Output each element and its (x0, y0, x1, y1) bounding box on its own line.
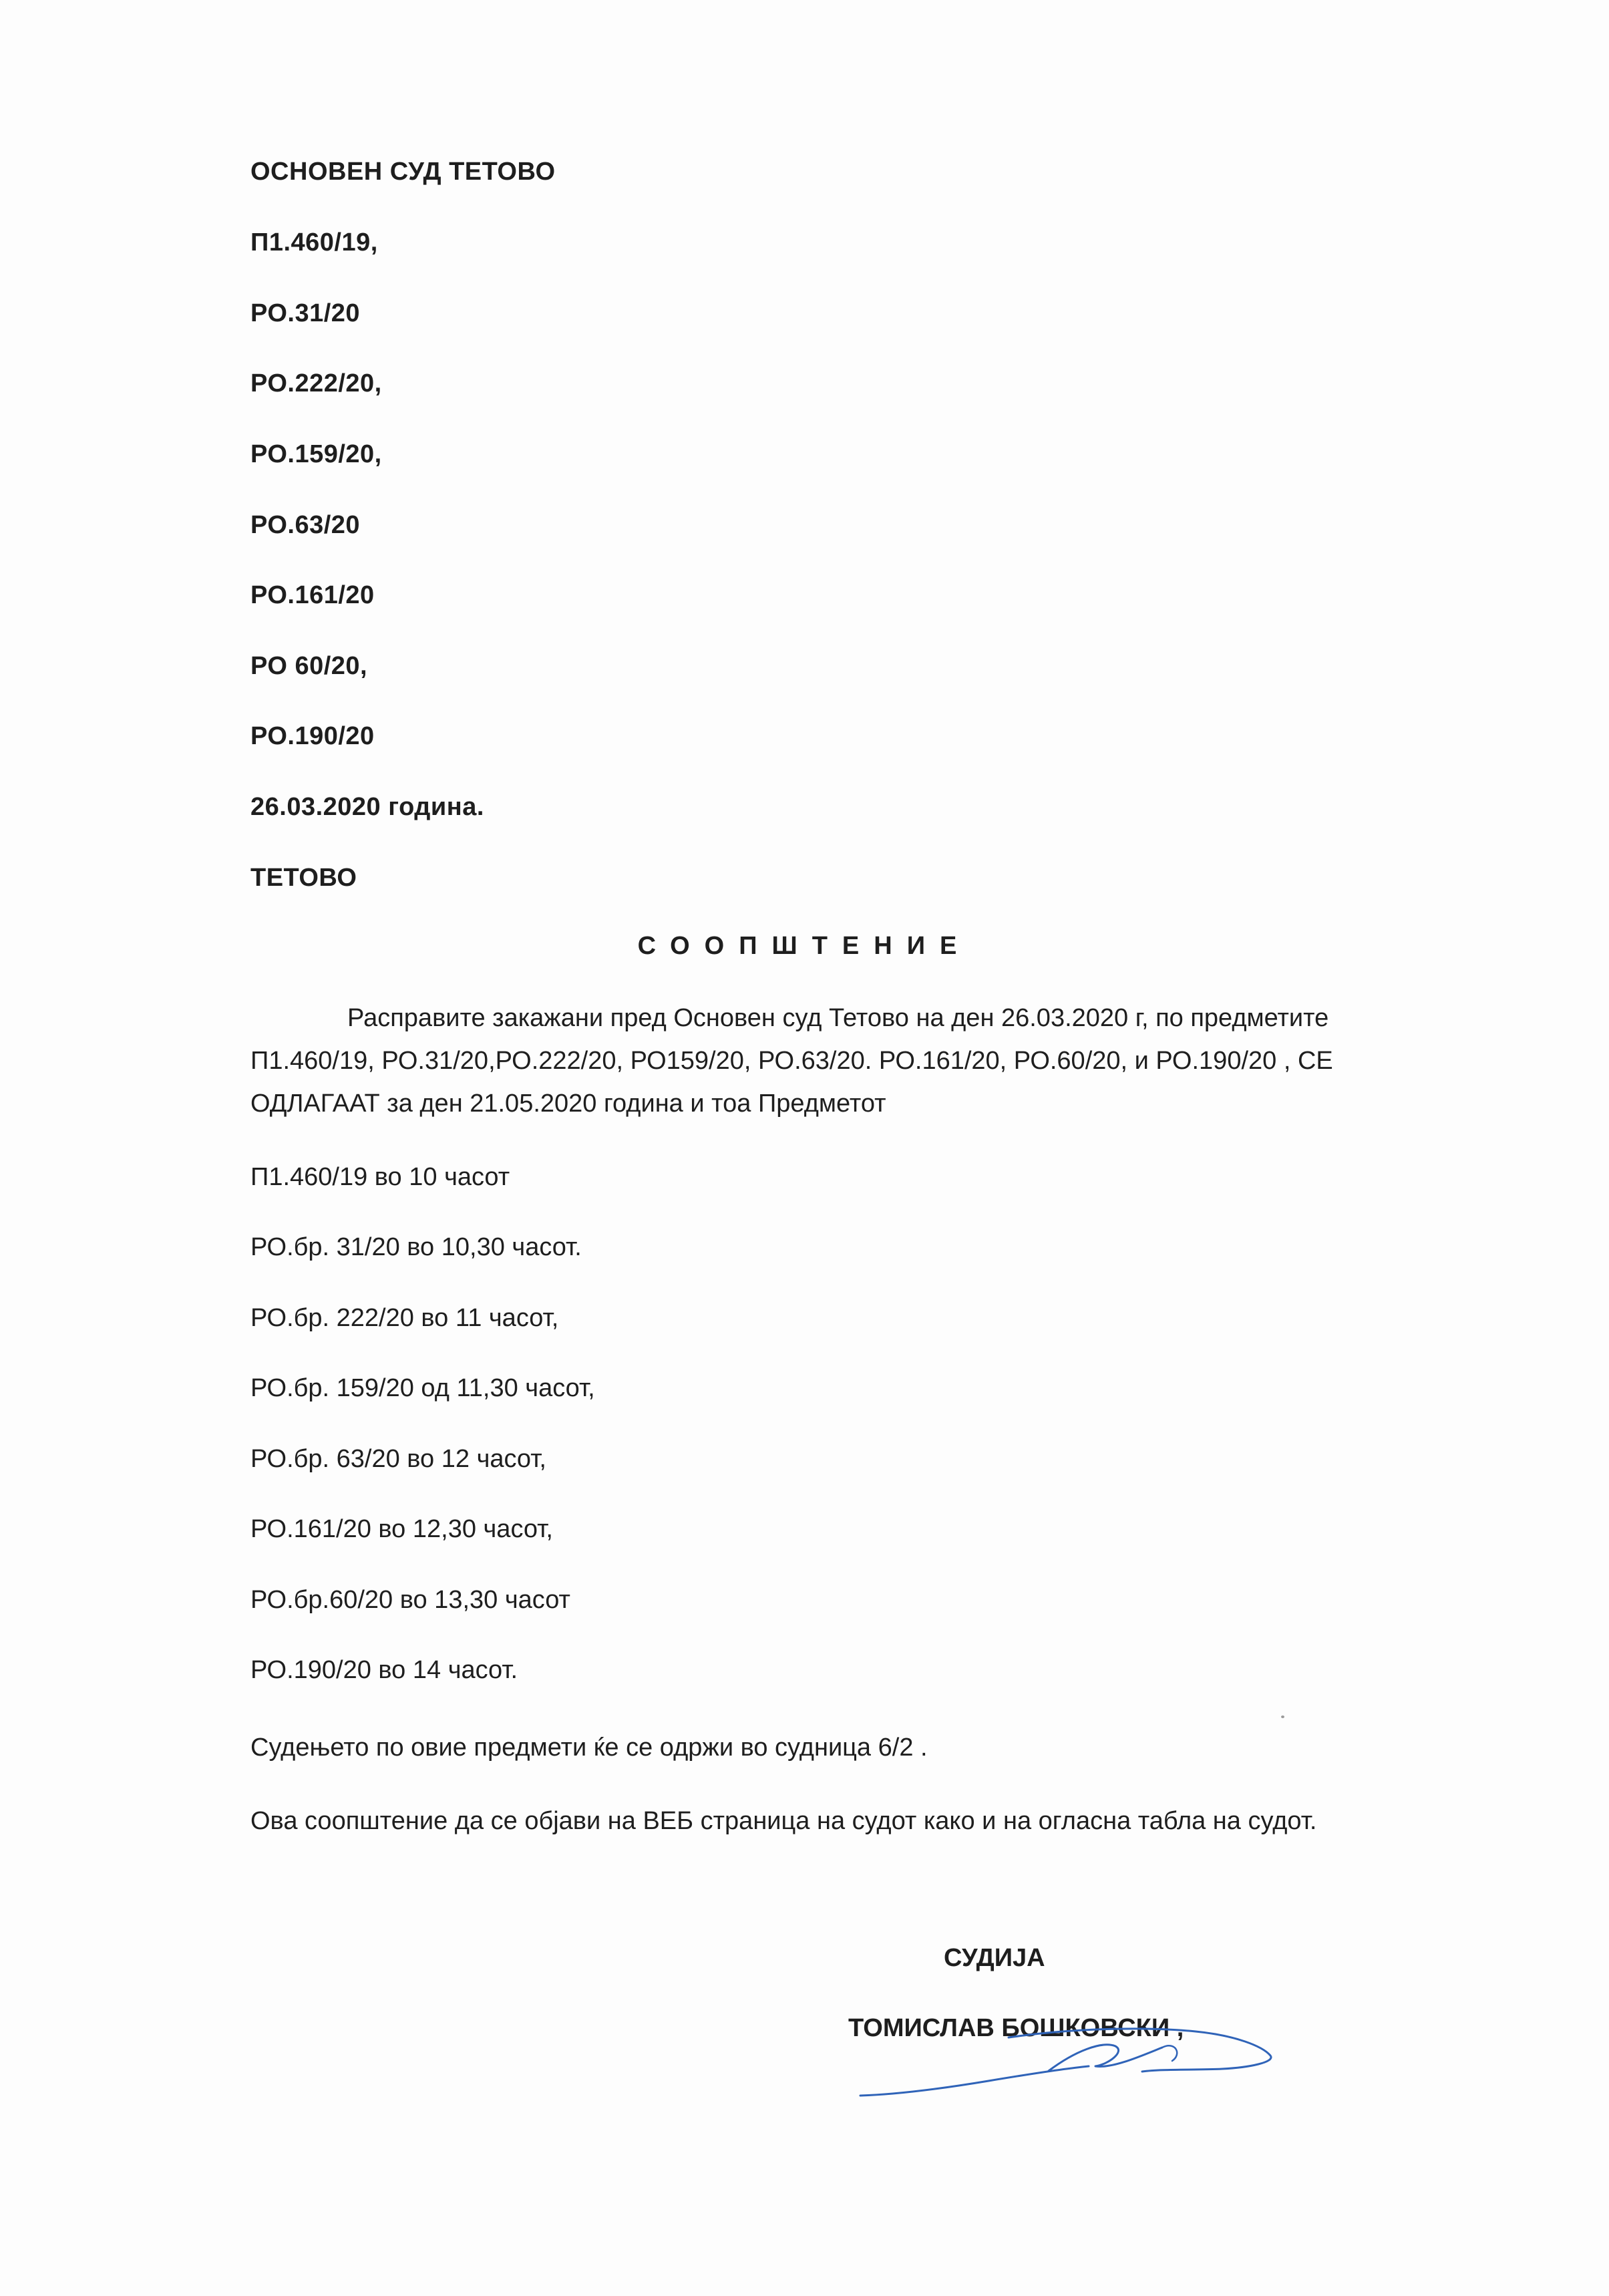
case-number: РО.159/20, (250, 440, 382, 468)
signature-strokes (860, 2029, 1271, 2096)
schedule-line: РО.бр. 159/20 од 11,30 часот, (250, 1374, 595, 1402)
judge-name: ТОМИСЛАВ БОШКОВСКИ , (848, 2014, 1184, 2042)
case-number: РО.222/20, (250, 369, 382, 397)
case-number: РО.31/20 (250, 299, 361, 327)
handwritten-signature (848, 1994, 1289, 2114)
scan-speck (1281, 1715, 1284, 1718)
case-number: РО.161/20 (250, 581, 375, 609)
schedule-line: РО.бр. 63/20 во 12 часот, (250, 1445, 546, 1473)
notice-title: СООПШТЕНИЕ (637, 932, 972, 960)
courtroom-note: Судењето по овие предмети ќе се одржи во судница 6/2 . (250, 1734, 928, 1762)
schedule-line: РО.бр. 222/20 во 11 часот, (250, 1304, 559, 1332)
schedule-line: РО.190/20 во 14 часот. (250, 1656, 518, 1684)
document-city: ТЕТОВО (250, 864, 357, 892)
schedule-line: РО.бр. 31/20 во 10,30 часот. (250, 1233, 582, 1261)
notice-paragraph: Расправите закажани пред Основен суд Тетово на ден 26.03.2020 г, по предметите П1.460/19, РО.31/20,РО.222/20, РО159/20, РО.63/20. РО.161/20, РО.60/20, и РО.190/20 , СЕ ОДЛАГААТ за ден 21.05.2020 година и тоа Предметот (250, 1004, 1333, 1118)
publish-note: Ова соопштение да се објави на ВЕБ страница на судот како и на огласна табла на судот. (250, 1807, 1317, 1835)
schedule-line: РО.161/20 во 12,30 часот, (250, 1515, 553, 1543)
schedule-line: П1.460/19 во 10 часот (250, 1163, 510, 1191)
case-number: П1.460/19, (250, 228, 378, 257)
case-number: РО 60/20, (250, 652, 368, 680)
case-number: РО.190/20 (250, 722, 375, 750)
court-name: ОСНОВЕН СУД ТЕТОВО (250, 158, 556, 186)
document-date: 26.03.2020 година. (250, 793, 484, 821)
case-number: РО.63/20 (250, 511, 361, 539)
judge-label: СУДИЈА (944, 1944, 1045, 1972)
schedule-line: РО.бр.60/20 во 13,30 часот (250, 1586, 570, 1614)
